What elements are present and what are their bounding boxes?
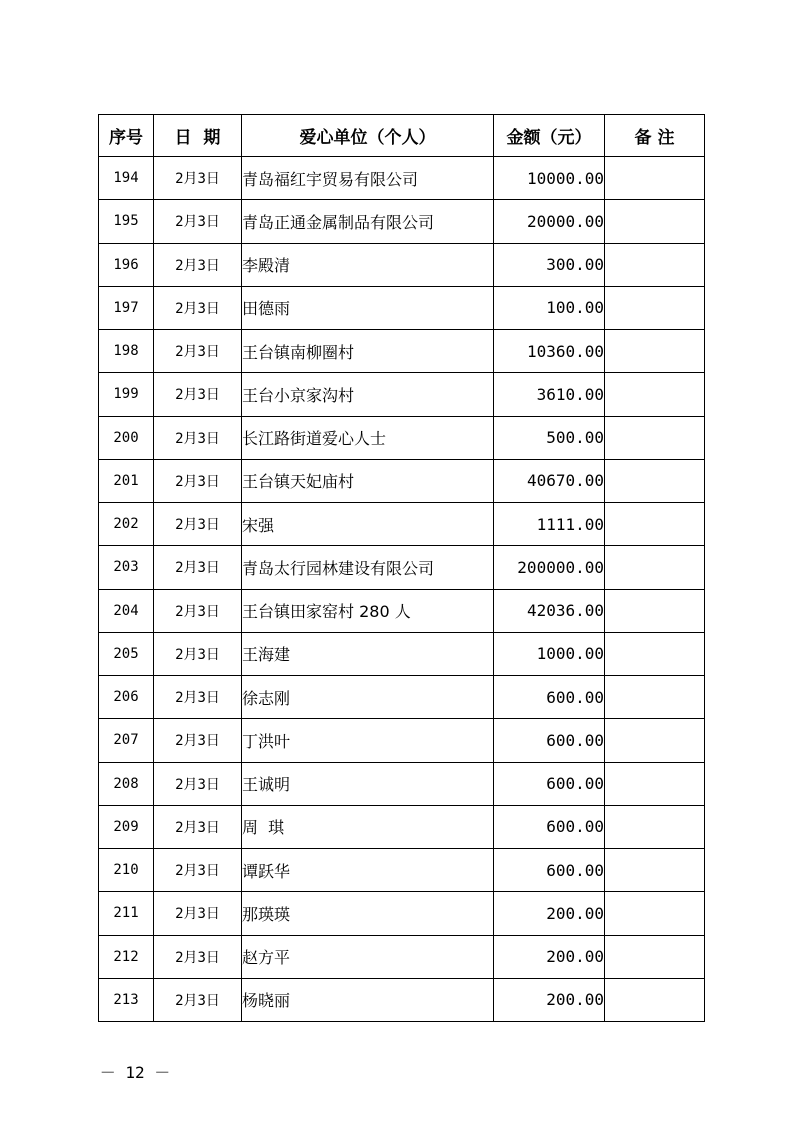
table-row — [99, 286, 705, 329]
cell-serial-number: 206 — [99, 676, 154, 719]
cell-serial-number: 199 — [99, 373, 154, 416]
cell-date: 2月3日 — [154, 849, 242, 892]
cell-amount: 20000.00 — [494, 200, 605, 243]
cell-note — [605, 373, 705, 416]
table-row — [99, 503, 705, 546]
cell-amount: 600.00 — [494, 849, 605, 892]
cell-date: 2月3日 — [154, 892, 242, 935]
cell-serial-number: 210 — [99, 849, 154, 892]
cell-serial-number: 202 — [99, 503, 154, 546]
cell-date: 2月3日 — [154, 373, 242, 416]
cell-note — [605, 805, 705, 848]
cell-serial-number: 207 — [99, 719, 154, 762]
cell-donor: 王海建 — [242, 632, 494, 675]
cell-note — [605, 849, 705, 892]
cell-date: 2月3日 — [154, 157, 242, 200]
cell-date: 2月3日 — [154, 243, 242, 286]
cell-date: 2月3日 — [154, 416, 242, 459]
cell-donor: 王台镇田家窑村 280 人 — [242, 589, 494, 632]
cell-note — [605, 978, 705, 1021]
page-number: － 12 － — [99, 1063, 171, 1082]
header-donor: 爱心单位（个人） — [242, 115, 494, 157]
table-row — [99, 632, 705, 675]
cell-amount: 500.00 — [494, 416, 605, 459]
cell-donor: 田德雨 — [242, 286, 494, 329]
cell-date: 2月3日 — [154, 589, 242, 632]
cell-donor: 青岛正通金属制品有限公司 — [242, 200, 494, 243]
cell-amount: 600.00 — [494, 805, 605, 848]
cell-note — [605, 546, 705, 589]
cell-donor: 周 琪 — [242, 805, 494, 848]
table-row — [99, 330, 705, 373]
cell-serial-number: 196 — [99, 243, 154, 286]
table-row — [99, 243, 705, 286]
cell-amount: 200.00 — [494, 978, 605, 1021]
table-row — [99, 978, 705, 1021]
cell-serial-number: 205 — [99, 632, 154, 675]
cell-donor: 丁洪叶 — [242, 719, 494, 762]
header-date: 日 期 — [154, 115, 242, 157]
cell-date: 2月3日 — [154, 676, 242, 719]
cell-amount: 1111.00 — [494, 503, 605, 546]
cell-serial-number: 203 — [99, 546, 154, 589]
cell-date: 2月3日 — [154, 632, 242, 675]
cell-donor: 王台镇天妃庙村 — [242, 459, 494, 502]
cell-note — [605, 416, 705, 459]
cell-amount: 40670.00 — [494, 459, 605, 502]
table-row — [99, 719, 705, 762]
cell-serial-number: 211 — [99, 892, 154, 935]
cell-amount: 200.00 — [494, 935, 605, 978]
cell-note — [605, 243, 705, 286]
cell-donor: 谭跃华 — [242, 849, 494, 892]
cell-note — [605, 286, 705, 329]
cell-serial-number: 195 — [99, 200, 154, 243]
cell-date: 2月3日 — [154, 503, 242, 546]
cell-amount: 600.00 — [494, 719, 605, 762]
cell-amount: 42036.00 — [494, 589, 605, 632]
table-row — [99, 546, 705, 589]
header-note: 备 注 — [605, 115, 705, 157]
cell-amount: 300.00 — [494, 243, 605, 286]
cell-amount: 200.00 — [494, 892, 605, 935]
cell-donor: 李殿清 — [242, 243, 494, 286]
table-row — [99, 805, 705, 848]
cell-donor: 王诚明 — [242, 762, 494, 805]
cell-note — [605, 935, 705, 978]
cell-serial-number: 201 — [99, 459, 154, 502]
cell-donor: 宋强 — [242, 503, 494, 546]
table-row — [99, 935, 705, 978]
cell-date: 2月3日 — [154, 805, 242, 848]
cell-note — [605, 503, 705, 546]
cell-donor: 青岛太行园林建设有限公司 — [242, 546, 494, 589]
cell-donor: 徐志刚 — [242, 676, 494, 719]
cell-donor: 赵方平 — [242, 935, 494, 978]
header-serial-number: 序号 — [99, 115, 154, 157]
cell-donor: 杨晓丽 — [242, 978, 494, 1021]
cell-date: 2月3日 — [154, 719, 242, 762]
donation-table — [98, 114, 705, 1022]
table-row — [99, 459, 705, 502]
cell-note — [605, 762, 705, 805]
cell-serial-number: 204 — [99, 589, 154, 632]
cell-serial-number: 212 — [99, 935, 154, 978]
cell-amount: 10000.00 — [494, 157, 605, 200]
table-header-row — [99, 115, 705, 157]
cell-date: 2月3日 — [154, 546, 242, 589]
cell-note — [605, 459, 705, 502]
cell-serial-number: 208 — [99, 762, 154, 805]
cell-amount: 600.00 — [494, 676, 605, 719]
cell-donor: 那瑛瑛 — [242, 892, 494, 935]
cell-donor: 王台小京家沟村 — [242, 373, 494, 416]
cell-serial-number: 200 — [99, 416, 154, 459]
table-row — [99, 676, 705, 719]
cell-note — [605, 157, 705, 200]
cell-note — [605, 676, 705, 719]
cell-amount: 1000.00 — [494, 632, 605, 675]
cell-note — [605, 589, 705, 632]
table-row — [99, 416, 705, 459]
cell-amount: 200000.00 — [494, 546, 605, 589]
cell-serial-number: 198 — [99, 330, 154, 373]
header-amount: 金额（元） — [494, 115, 605, 157]
cell-date: 2月3日 — [154, 330, 242, 373]
table-row — [99, 892, 705, 935]
cell-donor: 王台镇南柳圈村 — [242, 330, 494, 373]
table-body — [99, 157, 705, 1022]
cell-serial-number: 197 — [99, 286, 154, 329]
cell-note — [605, 330, 705, 373]
cell-donor: 青岛福红宇贸易有限公司 — [242, 157, 494, 200]
cell-serial-number: 194 — [99, 157, 154, 200]
table-row — [99, 589, 705, 632]
cell-amount: 600.00 — [494, 762, 605, 805]
cell-serial-number: 213 — [99, 978, 154, 1021]
cell-amount: 100.00 — [494, 286, 605, 329]
cell-amount: 3610.00 — [494, 373, 605, 416]
table-row — [99, 200, 705, 243]
cell-note — [605, 632, 705, 675]
cell-date: 2月3日 — [154, 200, 242, 243]
table-row — [99, 762, 705, 805]
cell-date: 2月3日 — [154, 286, 242, 329]
table-row — [99, 157, 705, 200]
table-row — [99, 373, 705, 416]
cell-note — [605, 892, 705, 935]
table-row — [99, 849, 705, 892]
cell-note — [605, 200, 705, 243]
cell-date: 2月3日 — [154, 762, 242, 805]
cell-donor: 长江路街道爱心人士 — [242, 416, 494, 459]
cell-date: 2月3日 — [154, 935, 242, 978]
cell-date: 2月3日 — [154, 978, 242, 1021]
cell-serial-number: 209 — [99, 805, 154, 848]
cell-note — [605, 719, 705, 762]
cell-date: 2月3日 — [154, 459, 242, 502]
cell-amount: 10360.00 — [494, 330, 605, 373]
